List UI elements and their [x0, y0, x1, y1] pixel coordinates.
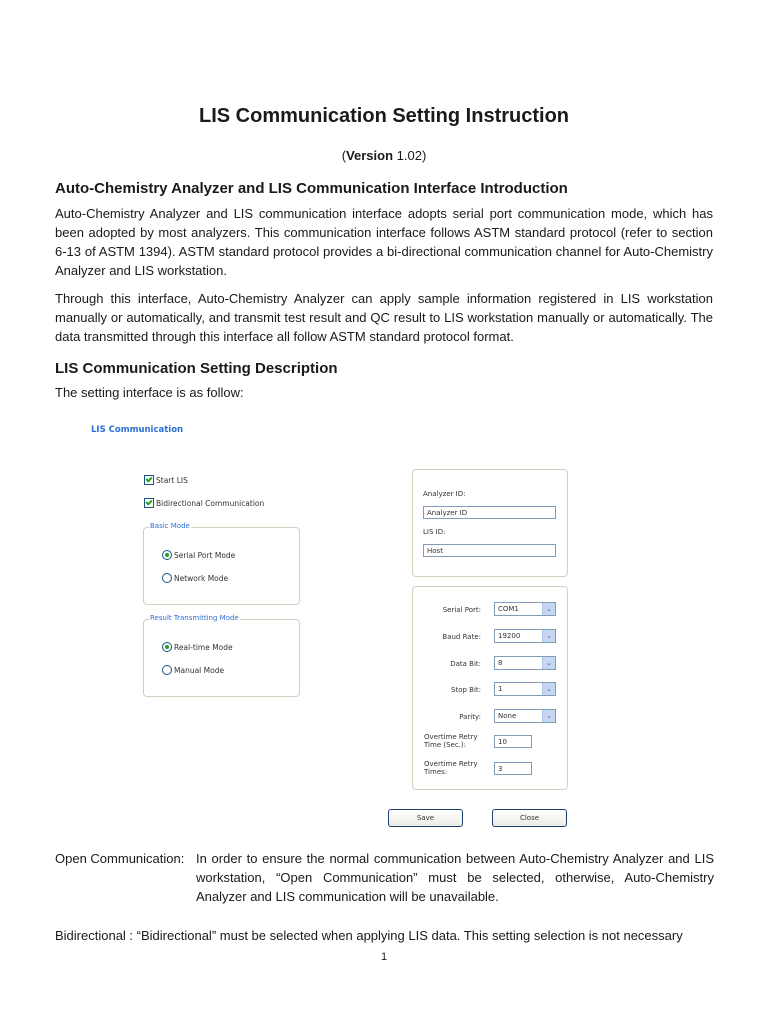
analyzer-id-label: Analyzer ID:: [423, 490, 466, 498]
radio-unselected-icon: [162, 573, 172, 583]
serial-port-label: Serial Port:: [442, 606, 481, 614]
retry-time-label: Overtime Retry Time (Sec.):: [424, 733, 478, 749]
basic-mode-group: [143, 522, 300, 605]
lis-communication-title: LIS Communication: [91, 425, 184, 435]
document-version: (Version 1.02): [341, 148, 427, 163]
baud-rate-label: Baud Rate:: [442, 633, 481, 641]
section-heading-intro: Auto-Chemistry Analyzer and LIS Communication Interface Introduction: [55, 180, 568, 197]
result-transmitting-mode-group: [143, 614, 300, 697]
paragraph-intro-2: Through this interface, Auto-Chemistry Analyzer can apply sample information registered in LIS workstation manually or automatically, and transmit test result and QC result to LIS workstation manually or automatically. The data transmitted through this interface all follow ASTM standard protocol format.: [55, 291, 713, 344]
checkbox-checked-icon: [144, 498, 154, 508]
page-number: 1: [380, 951, 388, 963]
stop-bit-label: Stop Bit:: [451, 686, 481, 694]
stop-bit-select[interactable]: [494, 682, 556, 696]
serial-port-select[interactable]: [494, 602, 556, 616]
parity-value: None: [498, 712, 517, 720]
chevron-down-icon: ⌄: [542, 710, 555, 722]
lis-id-label: LIS ID:: [423, 528, 446, 536]
manual-mode-radio[interactable]: [162, 665, 224, 675]
real-time-mode-label: Real-time Mode: [174, 642, 233, 652]
radio-selected-icon: [162, 642, 172, 652]
parity-select[interactable]: [494, 709, 556, 723]
manual-mode-label: Manual Mode: [174, 665, 225, 675]
data-bit-value: 8: [498, 659, 503, 667]
close-button[interactable]: Close: [492, 809, 567, 827]
radio-unselected-icon: [162, 665, 172, 675]
checkbox-checked-icon: [144, 475, 154, 485]
serial-port-mode-radio[interactable]: [162, 550, 235, 560]
definition-term-bidirectional: Bidirectional :: [55, 928, 134, 943]
start-lis-checkbox[interactable]: [144, 475, 188, 485]
definition-term-open-communication: Open Communication:: [55, 851, 185, 866]
data-bit-select[interactable]: [494, 656, 556, 670]
start-lis-label: Start LIS: [156, 475, 188, 485]
result-transmitting-mode-legend: Result Transmitting Mode: [150, 614, 239, 622]
stop-bit-value: 1: [498, 685, 503, 693]
section-heading-setting: LIS Communication Setting Description: [55, 360, 338, 377]
network-mode-label: Network Mode: [174, 573, 229, 583]
serial-port-value: COM1: [498, 605, 519, 613]
document-title: LIS Communication Setting Instruction: [199, 105, 569, 127]
radio-selected-icon: [162, 550, 172, 560]
retry-time-input[interactable]: 10: [494, 735, 532, 748]
chevron-down-icon: ⌄: [542, 657, 555, 669]
baud-rate-select[interactable]: [494, 629, 556, 643]
bidirectional-label: Bidirectional Communication: [156, 498, 265, 508]
parity-label: Parity:: [459, 713, 481, 721]
baud-rate-value: 19200: [498, 632, 521, 640]
paragraph-setting-intro: The setting interface is as follow:: [55, 385, 244, 400]
definition-body-open-communication: In order to ensure the normal communication between Auto-Chemistry Analyzer and LIS workstation, “Open Communication” must be selected, otherwise, Auto-Chemistry Analyzer and LIS communication will be unavailable.: [196, 851, 714, 904]
serial-settings-panel: [412, 586, 568, 790]
real-time-mode-radio[interactable]: [162, 642, 233, 652]
bidirectional-checkbox[interactable]: [144, 498, 264, 508]
retry-times-label: Overtime Retry Times:: [424, 760, 478, 776]
network-mode-radio[interactable]: [162, 573, 228, 583]
chevron-down-icon: ⌄: [542, 603, 555, 615]
paragraph-intro-1: Auto-Chemistry Analyzer and LIS communication interface adopts serial port communication mode, which has been adopted by most analyzers. This communication interface follows ASTM standard protocol (refer to section 6-13 of ASTM 1394). ASTM standard protocol provides a bi-directional communication channel for Auto-Chemistry Analyzer and LIS workstation.: [55, 206, 713, 278]
chevron-down-icon: ⌄: [542, 683, 555, 695]
definition-bidirectional: [55, 926, 713, 945]
analyzer-id-input[interactable]: Analyzer ID: [423, 506, 556, 519]
definition-body-bidirectional: “Bidirectional” must be selected when applying LIS data. This setting selection is not necessary: [136, 928, 683, 943]
data-bit-label: Data Bit:: [450, 660, 481, 668]
serial-port-mode-label: Serial Port Mode: [174, 550, 236, 560]
retry-times-input[interactable]: 3: [494, 762, 532, 775]
save-button[interactable]: Save: [388, 809, 463, 827]
ids-panel: [412, 469, 568, 577]
chevron-down-icon: ⌄: [542, 630, 555, 642]
lis-id-input[interactable]: Host: [423, 544, 556, 557]
basic-mode-legend: Basic Mode: [150, 522, 190, 530]
